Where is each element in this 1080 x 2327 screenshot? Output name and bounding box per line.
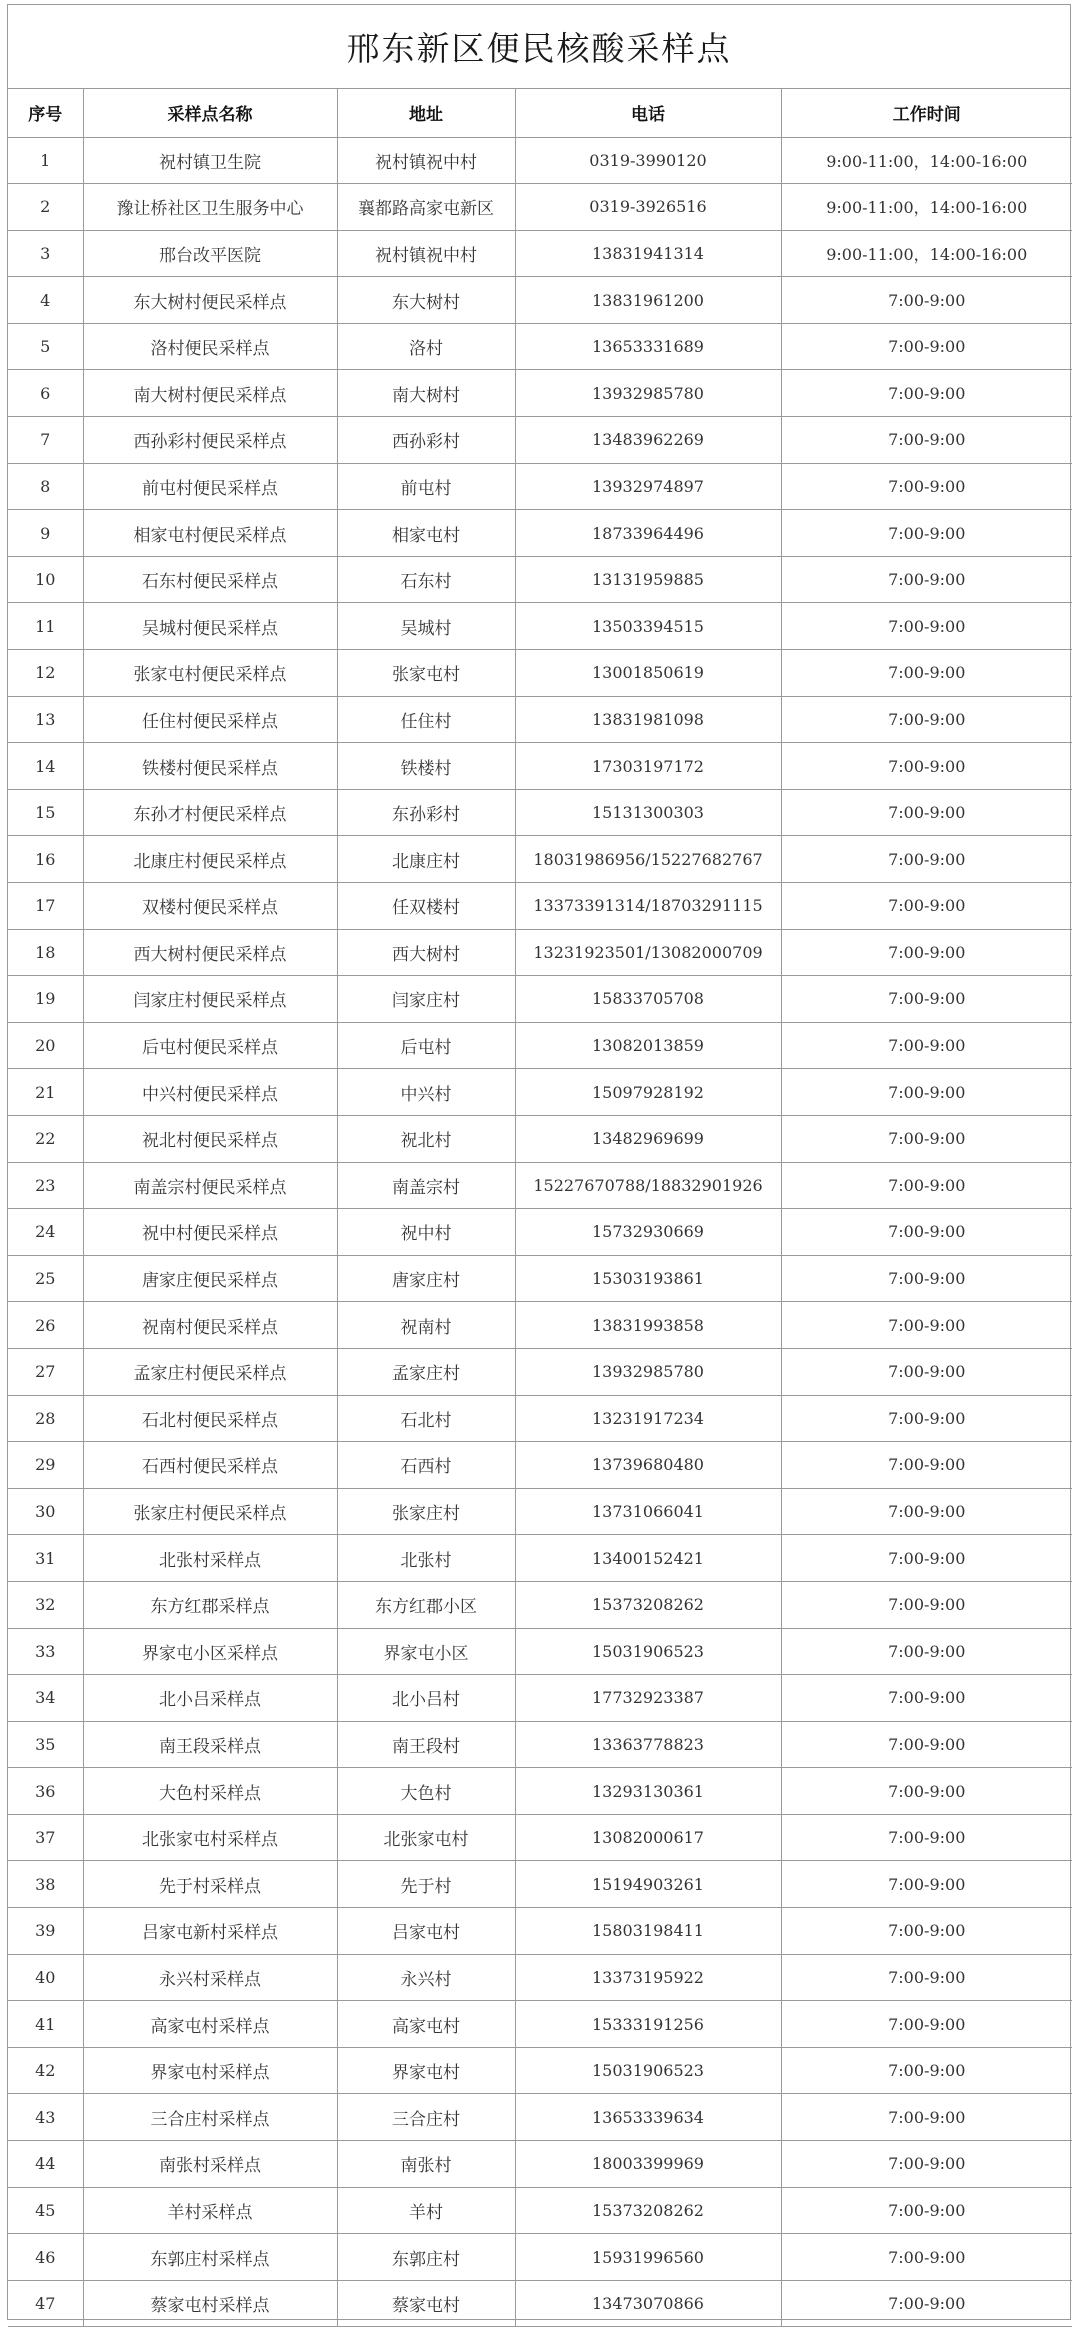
cell-phone: 13373391314/18703291115 [515, 883, 781, 930]
cell-index: 16 [8, 836, 83, 883]
cell-index: 33 [8, 1628, 83, 1675]
cell-index: 25 [8, 1255, 83, 1302]
cell-hours: 7:00-9:00 [781, 510, 1072, 557]
table-row [8, 1395, 1072, 1442]
cell-index: 11 [8, 603, 83, 650]
cell-address: 吕家屯村 [337, 1908, 515, 1955]
cell-site-name: 铁楼村便民采样点 [83, 743, 337, 790]
cell-address: 石西村 [337, 1442, 515, 1489]
cell-address: 北张村 [337, 1535, 515, 1582]
cell-phone: 15227670788/18832901926 [515, 1162, 781, 1209]
cell-hours: 7:00-9:00 [781, 1954, 1072, 2001]
cell-index: 2 [8, 184, 83, 231]
cell-phone: 13231917234 [515, 1395, 781, 1442]
cell-site-name: 三合庄村采样点 [83, 2094, 337, 2141]
cell-index: 6 [8, 370, 83, 417]
cell-site-name: 南盖宗村便民采样点 [83, 1162, 337, 1209]
table-row [8, 2234, 1072, 2281]
cell-site-name: 吴城村便民采样点 [83, 603, 337, 650]
cell-phone: 15131300303 [515, 789, 781, 836]
cell-site-name: 邢台改平医院 [83, 230, 337, 277]
table-row [8, 743, 1072, 790]
cell-address: 东郭庄村 [337, 2234, 515, 2281]
cell-address: 蔡家屯村 [337, 2280, 515, 2327]
cell-address: 祝中村 [337, 1209, 515, 1256]
cell-index: 9 [8, 510, 83, 557]
cell-index: 31 [8, 1535, 83, 1582]
cell-phone: 15194903261 [515, 1861, 781, 1908]
table-row [8, 883, 1072, 930]
table-row [8, 510, 1072, 557]
cell-phone: 15333191256 [515, 2001, 781, 2048]
table-row [8, 1162, 1072, 1209]
cell-phone: 13293130361 [515, 1768, 781, 1815]
cell-index: 46 [8, 2234, 83, 2281]
table-row [8, 417, 1072, 464]
cell-phone: 13483962269 [515, 417, 781, 464]
cell-index: 27 [8, 1348, 83, 1395]
cell-site-name: 界家屯小区采样点 [83, 1628, 337, 1675]
cell-site-name: 先于村采样点 [83, 1861, 337, 1908]
cell-hours: 7:00-9:00 [781, 1861, 1072, 1908]
cell-phone: 0319-3926516 [515, 184, 781, 231]
cell-address: 铁楼村 [337, 743, 515, 790]
table-row [8, 650, 1072, 697]
header-address: 地址 [337, 89, 515, 137]
cell-address: 北张家屯村 [337, 1814, 515, 1861]
header-hours: 工作时间 [781, 89, 1072, 137]
cell-index: 15 [8, 789, 83, 836]
cell-phone: 13831941314 [515, 230, 781, 277]
cell-site-name: 石北村便民采样点 [83, 1395, 337, 1442]
cell-address: 北小吕村 [337, 1675, 515, 1722]
cell-hours: 7:00-9:00 [781, 277, 1072, 324]
cell-site-name: 任住村便民采样点 [83, 696, 337, 743]
cell-hours: 7:00-9:00 [781, 2187, 1072, 2234]
table-row [8, 1721, 1072, 1768]
cell-hours: 7:00-9:00 [781, 1581, 1072, 1628]
cell-site-name: 豫让桥社区卫生服务中心 [83, 184, 337, 231]
cell-site-name: 双楼村便民采样点 [83, 883, 337, 930]
table-row [8, 1255, 1072, 1302]
table-row [8, 1581, 1072, 1628]
document-sheet [7, 4, 1071, 2320]
cell-address: 羊村 [337, 2187, 515, 2234]
cell-address: 西孙彩村 [337, 417, 515, 464]
cell-hours: 7:00-9:00 [781, 1768, 1072, 1815]
cell-address: 祝南村 [337, 1302, 515, 1349]
table-row [8, 2094, 1072, 2141]
cell-phone: 15931996560 [515, 2234, 781, 2281]
cell-phone: 18003399969 [515, 2141, 781, 2188]
cell-hours: 7:00-9:00 [781, 650, 1072, 697]
cell-phone: 13932985780 [515, 1348, 781, 1395]
cell-phone: 13082000617 [515, 1814, 781, 1861]
cell-index: 28 [8, 1395, 83, 1442]
cell-hours: 7:00-9:00 [781, 789, 1072, 836]
cell-address: 永兴村 [337, 1954, 515, 2001]
table-row [8, 1628, 1072, 1675]
cell-phone: 18031986956/15227682767 [515, 836, 781, 883]
cell-address: 后屯村 [337, 1022, 515, 1069]
cell-hours: 7:00-9:00 [781, 1115, 1072, 1162]
cell-site-name: 大色村采样点 [83, 1768, 337, 1815]
cell-index: 10 [8, 556, 83, 603]
table-row [8, 2141, 1072, 2188]
table-row [8, 1209, 1072, 1256]
cell-address: 中兴村 [337, 1069, 515, 1116]
cell-index: 3 [8, 230, 83, 277]
cell-site-name: 祝中村便民采样点 [83, 1209, 337, 1256]
cell-phone: 15732930669 [515, 1209, 781, 1256]
cell-address: 张家屯村 [337, 650, 515, 697]
cell-phone: 13503394515 [515, 603, 781, 650]
cell-index: 8 [8, 463, 83, 510]
cell-site-name: 南王段采样点 [83, 1721, 337, 1768]
cell-site-name: 东方红郡采样点 [83, 1581, 337, 1628]
table-row [8, 1908, 1072, 1955]
cell-index: 17 [8, 883, 83, 930]
cell-phone: 13653331689 [515, 323, 781, 370]
cell-index: 23 [8, 1162, 83, 1209]
cell-index: 19 [8, 976, 83, 1023]
cell-site-name: 羊村采样点 [83, 2187, 337, 2234]
cell-site-name: 相家屯村便民采样点 [83, 510, 337, 557]
table-row [8, 137, 1072, 184]
cell-phone: 15373208262 [515, 1581, 781, 1628]
cell-address: 石东村 [337, 556, 515, 603]
cell-address: 祝北村 [337, 1115, 515, 1162]
table-body [8, 137, 1072, 2327]
cell-hours: 7:00-9:00 [781, 1814, 1072, 1861]
table-row [8, 1348, 1072, 1395]
cell-site-name: 石东村便民采样点 [83, 556, 337, 603]
cell-phone: 13473070866 [515, 2280, 781, 2327]
cell-hours: 9:00-11:00，14:00-16:00 [781, 184, 1072, 231]
cell-hours: 7:00-9:00 [781, 1628, 1072, 1675]
cell-phone: 15833705708 [515, 976, 781, 1023]
cell-index: 34 [8, 1675, 83, 1722]
table-row [8, 2280, 1072, 2327]
cell-phone: 13131959885 [515, 556, 781, 603]
cell-address: 张家庄村 [337, 1488, 515, 1535]
cell-site-name: 南大树村便民采样点 [83, 370, 337, 417]
table-row [8, 836, 1072, 883]
cell-address: 唐家庄村 [337, 1255, 515, 1302]
cell-site-name: 永兴村采样点 [83, 1954, 337, 2001]
table-row [8, 230, 1072, 277]
cell-index: 29 [8, 1442, 83, 1489]
cell-site-name: 西孙彩村便民采样点 [83, 417, 337, 464]
cell-phone: 13831981098 [515, 696, 781, 743]
cell-hours: 9:00-11:00，14:00-16:00 [781, 230, 1072, 277]
cell-address: 南大树村 [337, 370, 515, 417]
cell-phone: 13231923501/13082000709 [515, 929, 781, 976]
cell-hours: 7:00-9:00 [781, 2280, 1072, 2327]
cell-site-name: 东大树村便民采样点 [83, 277, 337, 324]
cell-site-name: 祝村镇卫生院 [83, 137, 337, 184]
cell-hours: 7:00-9:00 [781, 370, 1072, 417]
cell-site-name: 张家庄村便民采样点 [83, 1488, 337, 1535]
page-title: 邢东新区便民核酸采样点 [8, 5, 1070, 89]
cell-index: 36 [8, 1768, 83, 1815]
cell-phone: 0319-3990120 [515, 137, 781, 184]
cell-phone: 15803198411 [515, 1908, 781, 1955]
table-row [8, 789, 1072, 836]
cell-phone: 17303197172 [515, 743, 781, 790]
cell-address: 南王段村 [337, 1721, 515, 1768]
cell-index: 41 [8, 2001, 83, 2048]
cell-address: 襄都路高家屯新区 [337, 184, 515, 231]
cell-site-name: 唐家庄便民采样点 [83, 1255, 337, 1302]
cell-hours: 7:00-9:00 [781, 836, 1072, 883]
cell-hours: 7:00-9:00 [781, 1348, 1072, 1395]
cell-phone: 13831961200 [515, 277, 781, 324]
cell-site-name: 后屯村便民采样点 [83, 1022, 337, 1069]
cell-hours: 7:00-9:00 [781, 556, 1072, 603]
table-row [8, 556, 1072, 603]
header-phone: 电话 [515, 89, 781, 137]
cell-site-name: 蔡家屯村采样点 [83, 2280, 337, 2327]
cell-index: 5 [8, 323, 83, 370]
cell-phone: 15097928192 [515, 1069, 781, 1116]
cell-hours: 7:00-9:00 [781, 976, 1072, 1023]
cell-address: 祝村镇祝中村 [337, 137, 515, 184]
cell-address: 先于村 [337, 1861, 515, 1908]
table-row [8, 1302, 1072, 1349]
cell-site-name: 张家屯村便民采样点 [83, 650, 337, 697]
cell-index: 1 [8, 137, 83, 184]
cell-site-name: 石西村便民采样点 [83, 1442, 337, 1489]
cell-index: 39 [8, 1908, 83, 1955]
table-header-row [8, 89, 1072, 137]
cell-site-name: 西大树村便民采样点 [83, 929, 337, 976]
cell-address: 东方红郡小区 [337, 1581, 515, 1628]
cell-index: 44 [8, 2141, 83, 2188]
cell-phone: 13731066041 [515, 1488, 781, 1535]
cell-index: 14 [8, 743, 83, 790]
cell-index: 38 [8, 1861, 83, 1908]
cell-address: 洛村 [337, 323, 515, 370]
cell-address: 西大树村 [337, 929, 515, 976]
cell-address: 三合庄村 [337, 2094, 515, 2141]
cell-index: 26 [8, 1302, 83, 1349]
cell-phone: 13482969699 [515, 1115, 781, 1162]
cell-hours: 7:00-9:00 [781, 603, 1072, 650]
cell-hours: 7:00-9:00 [781, 463, 1072, 510]
cell-address: 北康庄村 [337, 836, 515, 883]
cell-index: 22 [8, 1115, 83, 1162]
cell-index: 35 [8, 1721, 83, 1768]
cell-hours: 7:00-9:00 [781, 1162, 1072, 1209]
cell-hours: 7:00-9:00 [781, 1442, 1072, 1489]
cell-site-name: 北张家屯村采样点 [83, 1814, 337, 1861]
cell-address: 大色村 [337, 1768, 515, 1815]
cell-hours: 7:00-9:00 [781, 323, 1072, 370]
table-row [8, 1675, 1072, 1722]
table-row [8, 1022, 1072, 1069]
cell-address: 界家屯村 [337, 2047, 515, 2094]
cell-phone: 13082013859 [515, 1022, 781, 1069]
cell-site-name: 东孙才村便民采样点 [83, 789, 337, 836]
table-row [8, 929, 1072, 976]
cell-site-name: 洛村便民采样点 [83, 323, 337, 370]
cell-address: 高家屯村 [337, 2001, 515, 2048]
cell-phone: 15373208262 [515, 2187, 781, 2234]
cell-site-name: 高家屯村采样点 [83, 2001, 337, 2048]
cell-index: 47 [8, 2280, 83, 2327]
cell-hours: 7:00-9:00 [781, 696, 1072, 743]
cell-address: 南盖宗村 [337, 1162, 515, 1209]
table-row [8, 1488, 1072, 1535]
cell-hours: 7:00-9:00 [781, 929, 1072, 976]
cell-address: 东大树村 [337, 277, 515, 324]
cell-address: 相家屯村 [337, 510, 515, 557]
cell-address: 任双楼村 [337, 883, 515, 930]
sampling-sites-table [8, 89, 1072, 2327]
cell-site-name: 北小吕采样点 [83, 1675, 337, 1722]
cell-phone: 17732923387 [515, 1675, 781, 1722]
cell-phone: 13831993858 [515, 1302, 781, 1349]
cell-hours: 7:00-9:00 [781, 1209, 1072, 1256]
table-row [8, 370, 1072, 417]
cell-address: 祝村镇祝中村 [337, 230, 515, 277]
cell-address: 石北村 [337, 1395, 515, 1442]
table-row [8, 1861, 1072, 1908]
cell-index: 21 [8, 1069, 83, 1116]
cell-hours: 7:00-9:00 [781, 1302, 1072, 1349]
cell-index: 18 [8, 929, 83, 976]
cell-address: 南张村 [337, 2141, 515, 2188]
table-row [8, 696, 1072, 743]
cell-site-name: 吕家屯新村采样点 [83, 1908, 337, 1955]
cell-index: 12 [8, 650, 83, 697]
cell-index: 40 [8, 1954, 83, 2001]
cell-index: 4 [8, 277, 83, 324]
cell-hours: 9:00-11:00，14:00-16:00 [781, 137, 1072, 184]
cell-phone: 18733964496 [515, 510, 781, 557]
cell-hours: 7:00-9:00 [781, 743, 1072, 790]
cell-phone: 13400152421 [515, 1535, 781, 1582]
cell-index: 42 [8, 2047, 83, 2094]
cell-address: 界家屯小区 [337, 1628, 515, 1675]
cell-site-name: 中兴村便民采样点 [83, 1069, 337, 1116]
cell-hours: 7:00-9:00 [781, 883, 1072, 930]
cell-phone: 13363778823 [515, 1721, 781, 1768]
cell-address: 前屯村 [337, 463, 515, 510]
cell-hours: 7:00-9:00 [781, 1069, 1072, 1116]
cell-site-name: 南张村采样点 [83, 2141, 337, 2188]
cell-phone: 13739680480 [515, 1442, 781, 1489]
cell-phone: 13001850619 [515, 650, 781, 697]
cell-address: 任住村 [337, 696, 515, 743]
cell-site-name: 北张村采样点 [83, 1535, 337, 1582]
cell-hours: 7:00-9:00 [781, 1395, 1072, 1442]
cell-index: 45 [8, 2187, 83, 2234]
cell-index: 43 [8, 2094, 83, 2141]
table-row [8, 1535, 1072, 1582]
table-row [8, 603, 1072, 650]
table-row [8, 1442, 1072, 1489]
table-row [8, 2047, 1072, 2094]
cell-phone: 13932974897 [515, 463, 781, 510]
table-row [8, 184, 1072, 231]
cell-address: 东孙彩村 [337, 789, 515, 836]
cell-site-name: 东郭庄村采样点 [83, 2234, 337, 2281]
table-row [8, 1768, 1072, 1815]
cell-index: 20 [8, 1022, 83, 1069]
cell-hours: 7:00-9:00 [781, 2047, 1072, 2094]
cell-site-name: 北康庄村便民采样点 [83, 836, 337, 883]
table-row [8, 277, 1072, 324]
cell-site-name: 界家屯村采样点 [83, 2047, 337, 2094]
cell-hours: 7:00-9:00 [781, 1721, 1072, 1768]
cell-index: 32 [8, 1581, 83, 1628]
cell-address: 闫家庄村 [337, 976, 515, 1023]
cell-phone: 13653339634 [515, 2094, 781, 2141]
cell-index: 7 [8, 417, 83, 464]
cell-hours: 7:00-9:00 [781, 417, 1072, 464]
cell-hours: 7:00-9:00 [781, 1908, 1072, 1955]
cell-phone: 13932985780 [515, 370, 781, 417]
cell-index: 37 [8, 1814, 83, 1861]
cell-site-name: 前屯村便民采样点 [83, 463, 337, 510]
cell-site-name: 孟家庄村便民采样点 [83, 1348, 337, 1395]
cell-hours: 7:00-9:00 [781, 2234, 1072, 2281]
cell-phone: 15303193861 [515, 1255, 781, 1302]
header-site-name: 采样点名称 [83, 89, 337, 137]
cell-phone: 13373195922 [515, 1954, 781, 2001]
table-row [8, 1115, 1072, 1162]
table-row [8, 1814, 1072, 1861]
cell-address: 吴城村 [337, 603, 515, 650]
cell-address: 孟家庄村 [337, 1348, 515, 1395]
cell-hours: 7:00-9:00 [781, 1022, 1072, 1069]
cell-index: 13 [8, 696, 83, 743]
table-row [8, 463, 1072, 510]
cell-hours: 7:00-9:00 [781, 1535, 1072, 1582]
cell-site-name: 闫家庄村便民采样点 [83, 976, 337, 1023]
cell-phone: 15031906523 [515, 1628, 781, 1675]
cell-hours: 7:00-9:00 [781, 1675, 1072, 1722]
cell-site-name: 祝南村便民采样点 [83, 1302, 337, 1349]
header-index: 序号 [8, 89, 83, 137]
table-row [8, 2001, 1072, 2048]
cell-hours: 7:00-9:00 [781, 2094, 1072, 2141]
table-row [8, 2187, 1072, 2234]
table-row [8, 1069, 1072, 1116]
cell-index: 30 [8, 1488, 83, 1535]
cell-hours: 7:00-9:00 [781, 2141, 1072, 2188]
table-row [8, 1954, 1072, 2001]
cell-hours: 7:00-9:00 [781, 1488, 1072, 1535]
cell-hours: 7:00-9:00 [781, 2001, 1072, 2048]
cell-site-name: 祝北村便民采样点 [83, 1115, 337, 1162]
cell-phone: 15031906523 [515, 2047, 781, 2094]
cell-hours: 7:00-9:00 [781, 1255, 1072, 1302]
table-row [8, 976, 1072, 1023]
cell-index: 24 [8, 1209, 83, 1256]
table-row [8, 323, 1072, 370]
